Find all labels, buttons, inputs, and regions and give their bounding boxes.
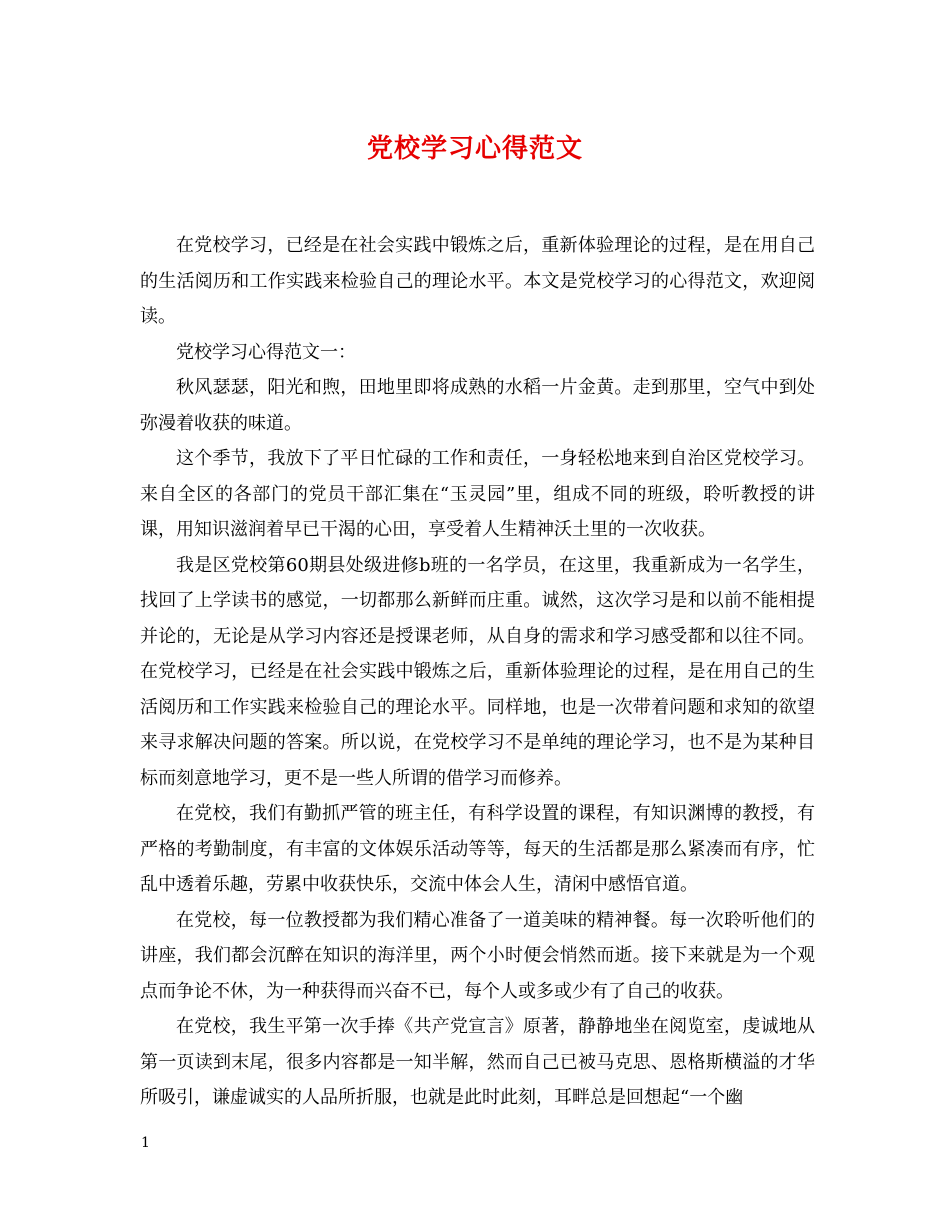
document-title: 党校学习心得范文: [366, 134, 583, 164]
paragraph-intro: 在党校学习，已经是在社会实践中锻炼之后，重新体验理论的过程，是在用自己的生活阅历和工作实践来检验自己的理论水平。本文是党校学习的心得范文，欢迎阅读。: [140, 235, 815, 327]
paragraph-heading-sample-one: 党校学习心得范文一：: [176, 341, 356, 363]
paragraph-season: 这个季节，我放下了平日忙碌的工作和责任，一身轻松地来到自治区党校学习。来自全区的各部门的党员干部汇集在“玉灵园”里，组成不同的班级，聆听教授的讲课，用知识滋润着早已干渴的心田，享受着人生精神沃土里的一次收获。: [140, 448, 815, 540]
paragraph-school-life: 在党校，我们有勤抓严管的班主任，有科学设置的课程，有知识渊博的教授，有严格的考勤制度，有丰富的文体娱乐活动等等，每天的生活都是那么紧凑而有序，忙乱中透着乐趣，劳累中收获快乐，交流中体会人生，清闲中感悟官道。: [140, 803, 815, 895]
paragraph-manifesto: 在党校，我生平第一次手捧《共产党宣言》原著，静静地坐在阅览室，虔诚地从第一页读到末尾，很多内容都是一知半解，然而自己已被马克思、恩格斯横溢的才华所吸引，谦虚诚实的人品所折服，也就是此时此刻，耳畔总是回想起“一个幽: [140, 1016, 815, 1108]
paragraph-student: 我是区党校第60期县处级进修b班的一名学员，在这里，我重新成为一名学生，找回了上学读书的感觉，一切都那么新鲜而庄重。诚然，这次学习是和以前不能相提并论的，无论是从学习内容还是授课老师，从自身的需求和学习感受都和以往不同。在党校学习，已经是在社会实践中锻炼之后，重新体验理论的过程，是在用自己的生活阅历和工作实践来检验自己的理论水平。同样地，也是一次带着问题和求知的欲望来寻求解决问题的答案。所以说，在党校学习不是单纯的理论学习，也不是为某种目标而刻意地学习，更不是一些人所谓的借学习而修养。: [140, 554, 815, 789]
paragraph-professors: 在党校，每一位教授都为我们精心准备了一道美味的精神餐。每一次聆听他们的讲座，我们都会沉醉在知识的海洋里，两个小时便会悄然而逝。接下来就是为一个观点而争论不休，为一种获得而兴奋不已，每个人或多或少有了自己的收获。: [140, 909, 815, 1002]
document-body: [140, 228, 815, 1116]
page-number: 1: [141, 1135, 150, 1151]
paragraph-autumn: 秋风瑟瑟，阳光和煦，田地里即将成熟的水稻一片金黄。走到那里，空气中到处弥漫着收获的味道。: [140, 377, 815, 434]
